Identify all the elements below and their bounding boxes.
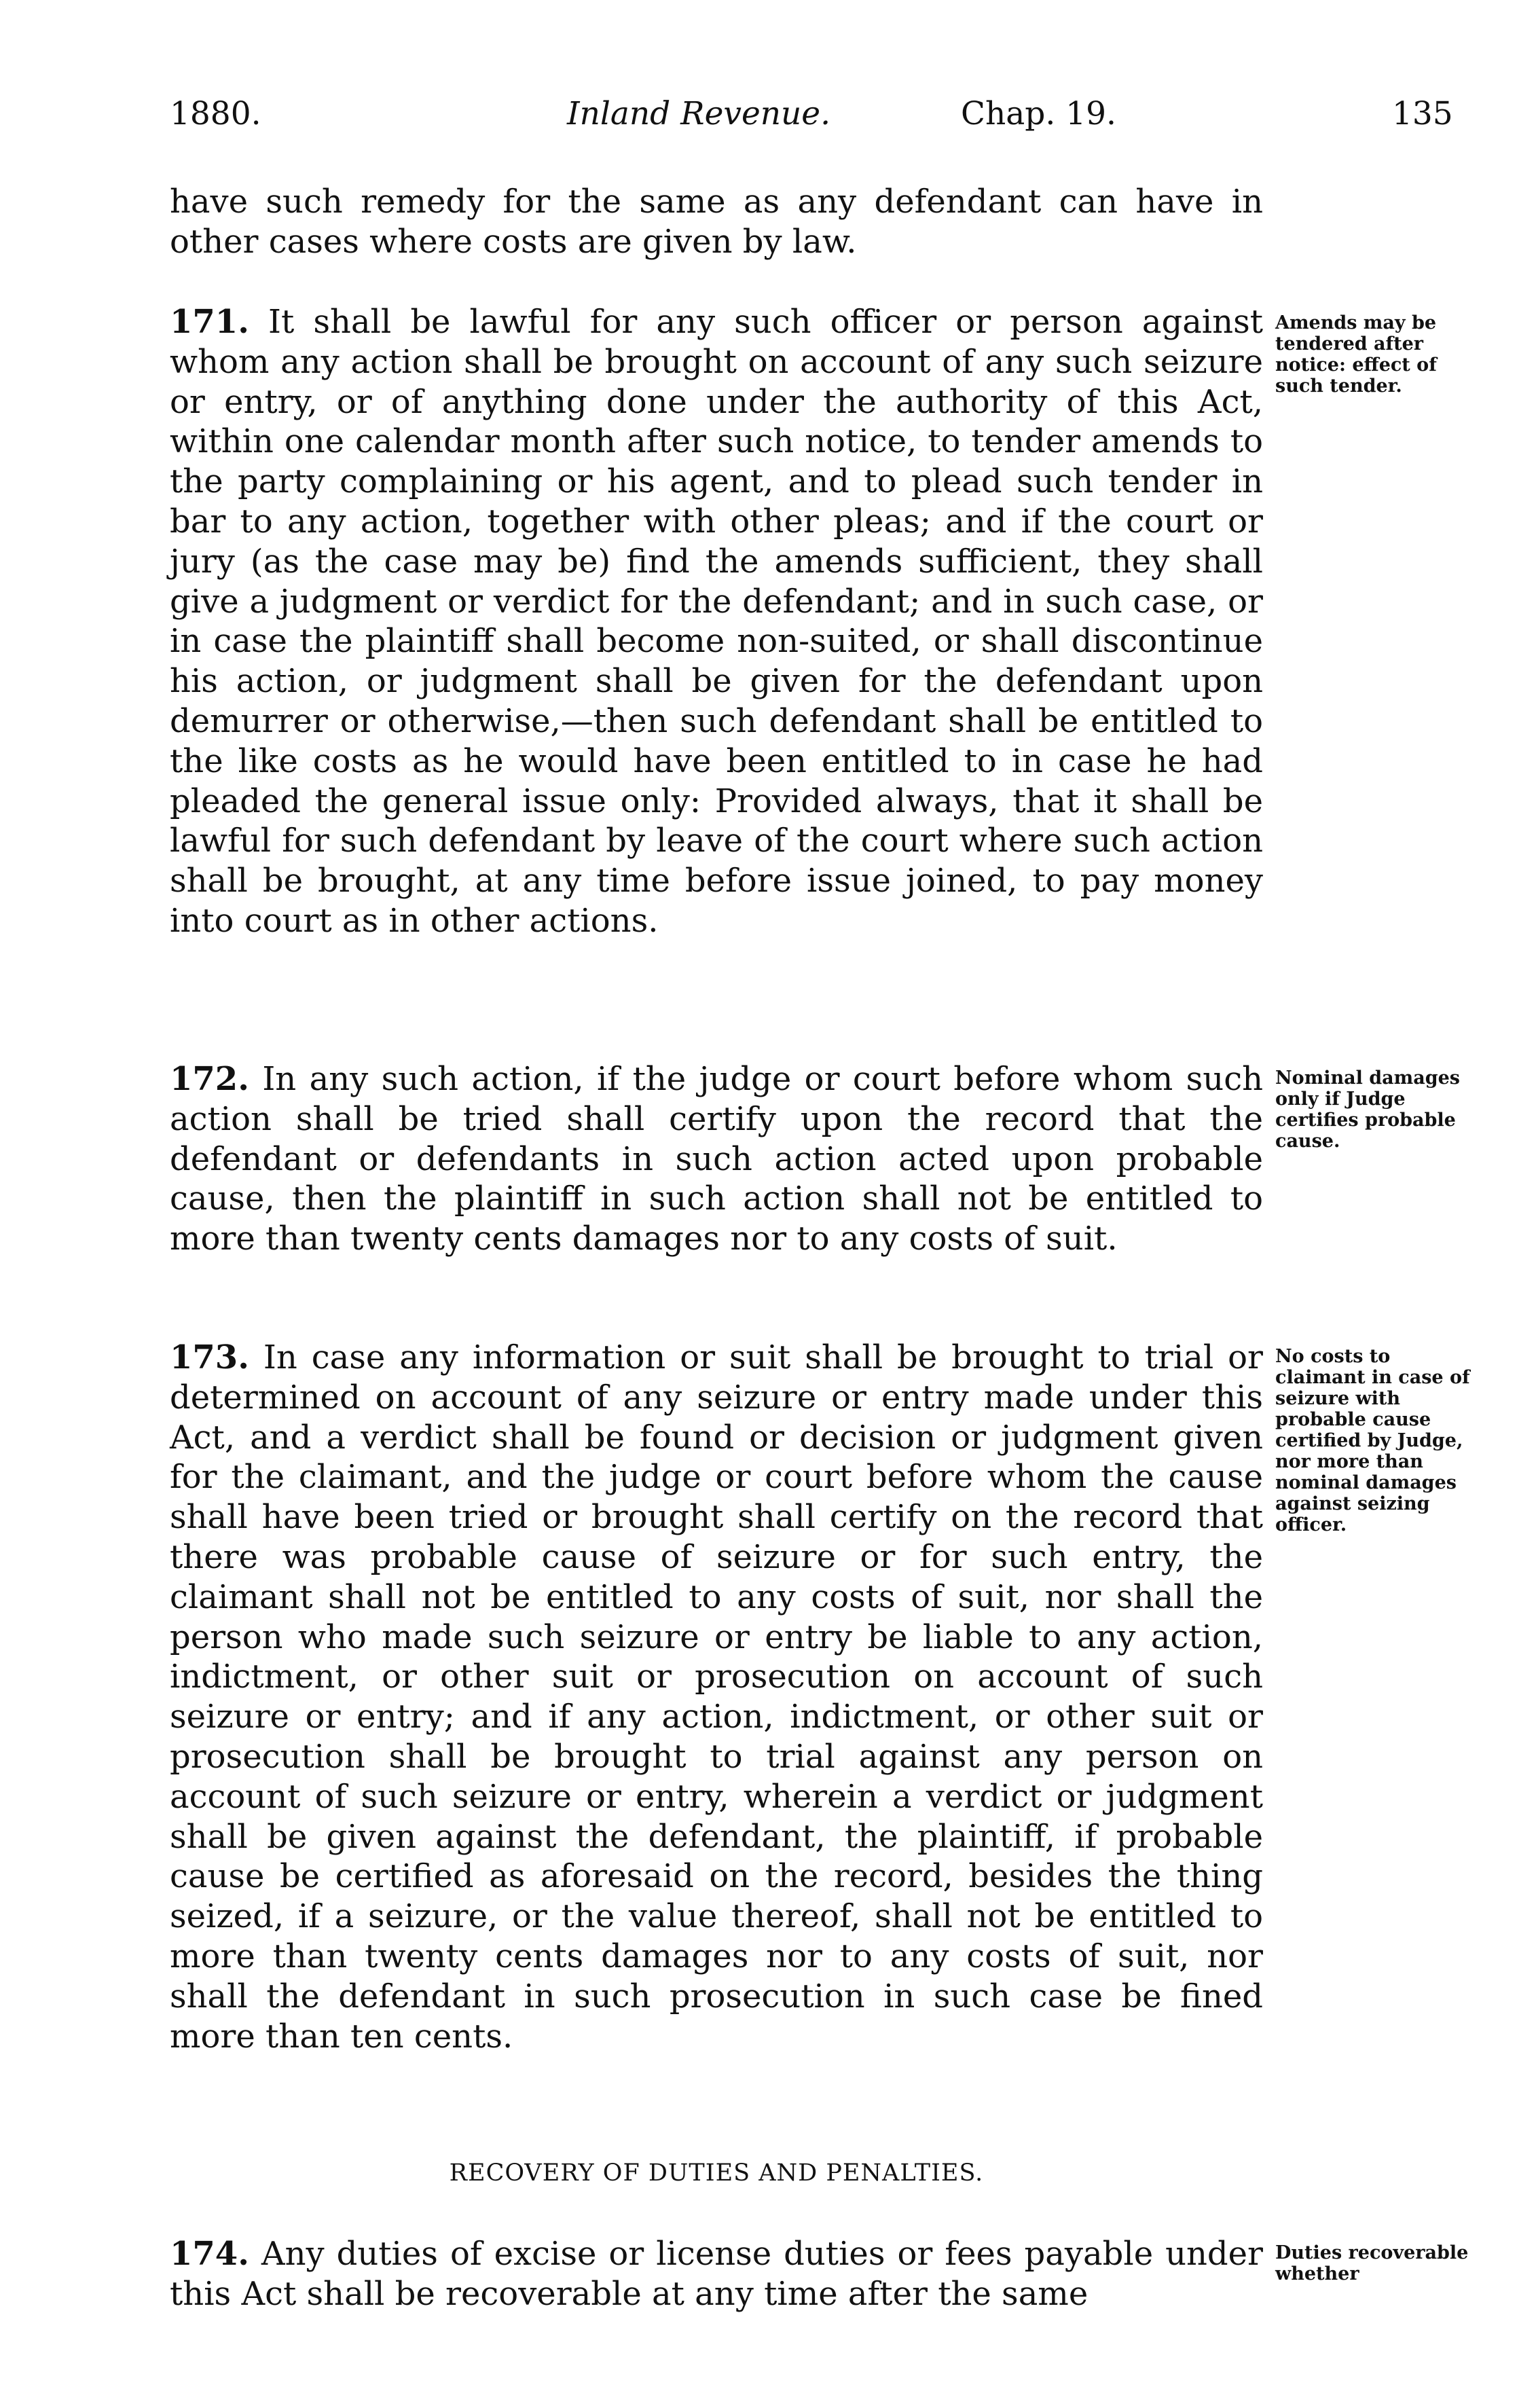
margin-note-174: Duties recoverable whether (1275, 2242, 1469, 2284)
section-number: 172. (170, 1060, 249, 1098)
section-number: 171. (170, 303, 249, 341)
section-174 (170, 2234, 1263, 2314)
header-chapter: Chap. 19. (961, 95, 1116, 132)
section-heading: RECOVERY OF DUTIES AND PENALTIES. (449, 2159, 984, 2187)
margin-note-171: Amends may be tendered after notice: effect of such tender. (1275, 312, 1437, 397)
header-title: Inland Revenue. (567, 95, 831, 132)
section-text: Any duties of excise or license duties or fees payable under this Act shall be recoverable at any time after the same (170, 2235, 1264, 2313)
intro-text: have such remedy for the same as any defendant can have in other cases where costs are given by law. (170, 183, 1263, 261)
section-text: In any such action, if the judge or court before whom such action shall be tried shall certify upon the record that the defendant or defendants in such action acted upon probable cause, then the plaintiff in such action shall not be entitled to more than twenty cents damages nor to any costs of suit. (170, 1060, 1263, 1258)
running-header (170, 95, 1460, 149)
section-number: 174. (170, 2235, 249, 2273)
header-page-number: 135 (1392, 95, 1453, 132)
section-text: It shall be lawful for any such officer or person against whom any action shall be brought on account of any such seizure or entry, or of anything done under the authority of this Act, within one calendar month after such notice, to tender amends to the party complaining or his agent, and to plead such tender in bar to any action, together with other pleas; and if the court or jury (as the case may be) find the amends sufficient, they shall give a judgment or verdict for the defendant; and in such case, or in case the plaintiff shall become non-suited, or shall discontinue his action, or judgment shall be given for the defendant upon demurrer or otherwise,—then such defendant shall be entitled to the like costs as he would have been entitled to in case he had pleaded the general issue only: Provided always, that it shall be lawful for such defendant by leave of the court where such action shall be brought, at any time before issue joined, to pay money into court as in other actions. (170, 303, 1263, 940)
section-172 (170, 1059, 1263, 1259)
intro-paragraph (170, 182, 1263, 262)
margin-note-172: Nominal damages only if Judge certifies probable cause. (1275, 1068, 1460, 1152)
margin-note-173: No costs to claimant in case of seizure with probable cause certified by Judge, nor more than nominal damages against seizing officer. (1275, 1346, 1470, 1535)
section-number: 173. (170, 1338, 249, 1376)
header-year: 1880. (170, 95, 261, 132)
section-171 (170, 302, 1263, 941)
section-173 (170, 1338, 1263, 2056)
section-text: In case any information or suit shall be brought to trial or determined on account of any seizure or entry made under this Act, and a verdict shall be found or decision or judgment given for the claimant, and the judge or court before whom the cause shall have been tried or brought shall certify on the record that there was probable cause of seizure or for such entry, the claimant shall not be entitled to any costs of suit, nor shall the person who made such seizure or entry be liable to any action, indictment, or other suit or prosecution on account of such seizure or entry; and if any action, indictment, or other suit or prosecution shall be brought to trial against any person on account of such seizure or entry, wherein a verdict or judgment shall be given against the defendant, the plaintiff, if probable cause be certified as aforesaid on the record, besides the thing seized, if a seizure, or the value thereof, shall not be entitled to more than twenty cents damages nor to any costs of suit, nor shall the defendant in such prosecution in such case be fined more than ten cents. (170, 1338, 1263, 2056)
